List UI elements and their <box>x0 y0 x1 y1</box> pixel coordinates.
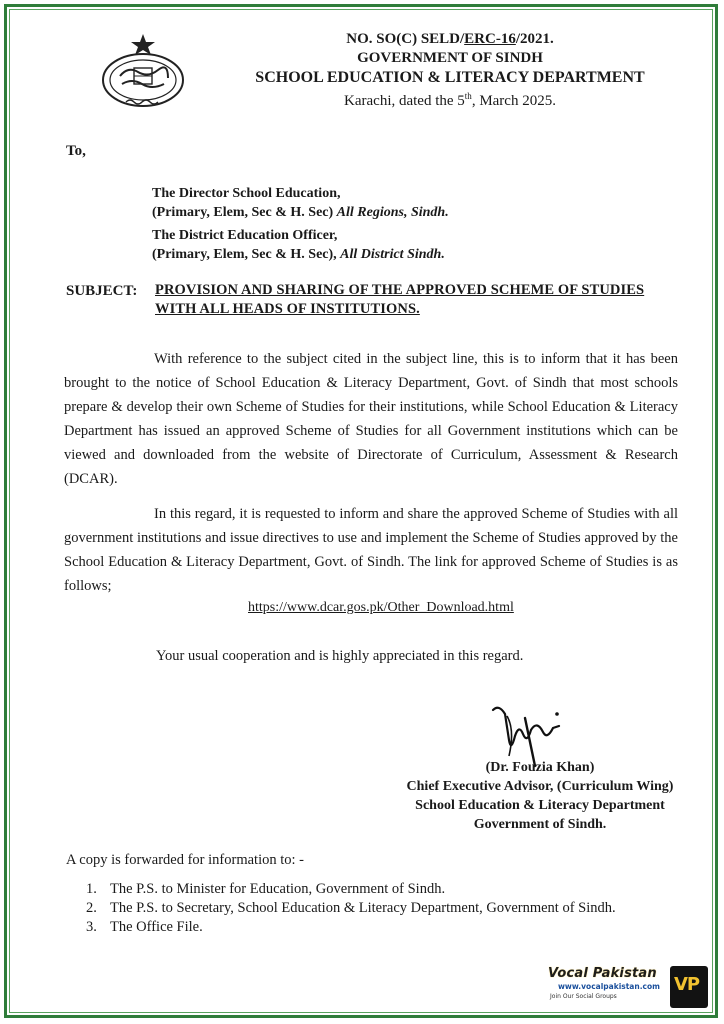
watermark-join-text: Join Our Social Groups <box>550 993 617 1000</box>
scheme-of-studies-link[interactable]: https://www.dcar.gos.pk/Other_Download.html <box>248 600 514 615</box>
body-paragraph-1: With reference to the subject cited in the subject line, this is to inform that it has been brought to the notice of School Education & Literacy Department, Govt. of Sindh that most schools prepare & develop their own Scheme of Studies for their institutions, while School Education & Literacy Department has issued an approved Scheme of Studies for all Government institutions which can be viewed and downloaded from the website of Directorate of Curriculum, Assessment & Research (DCAR). <box>64 351 678 487</box>
letter-header <box>230 30 670 111</box>
signatory-designation: Chief Executive Advisor, (Curriculum Wing) <box>406 779 674 794</box>
reference-number: NO. SO(C) SELD/ERC-16/2021. <box>346 31 554 47</box>
vocal-pakistan-watermark <box>548 966 716 1016</box>
subject-text: PROVISION AND SHARING OF THE APPROVED SCHEME OF STUDIES WITH ALL HEADS OF INSTITUTIONS. <box>155 282 645 317</box>
signatory-block <box>380 758 700 834</box>
copy-recipients-list <box>86 880 616 937</box>
salutation-to: To, <box>66 143 86 159</box>
list-item: 2. The P.S. to Secretary, School Education & Literacy Department, Government of Sindh. <box>86 900 616 916</box>
signatory-department: School Education & Literacy Department <box>415 798 665 813</box>
signatory-government: Government of Sindh. <box>473 817 607 832</box>
signatory-name: (Dr. Fouzia Khan) <box>485 760 595 775</box>
addressee-2: The District Education Officer, (Primary, Elem, Sec & H. Sec), All District Sindh. <box>152 228 445 262</box>
vp-logo-icon: VP <box>670 966 708 1008</box>
cooperation-line: Your usual cooperation and is highly appreciated in this regard. <box>156 648 524 664</box>
copy-forwarded-intro: A copy is forwarded for information to: - <box>66 852 304 868</box>
government-name: GOVERNMENT OF SINDH <box>357 50 543 66</box>
list-item: 1. The P.S. to Minister for Education, Government of Sindh. <box>86 881 446 897</box>
letter-date: Karachi, dated the 5th, March 2025. <box>344 91 556 109</box>
watermark-brand: Vocal Pakistan <box>548 966 657 981</box>
watermark-site: www.vocalpakistan.com <box>558 982 660 991</box>
addressee-1: The Director School Education, (Primary, Elem, Sec & H. Sec) All Regions, Sindh. <box>152 186 449 220</box>
sindh-government-seal <box>98 32 188 112</box>
reference-code: ERC-16 <box>464 31 516 47</box>
list-item: 3. The Office File. <box>86 919 203 935</box>
body-paragraph-2: In this regard, it is requested to inform and share the approved Scheme of Studies with all government institutions and issue directives to use and implement the Scheme of Studies approved by the School Education & Literacy Department, Govt. of Sindh. The link for approved Scheme of Studies is as follows; <box>64 506 678 594</box>
department-name: SCHOOL EDUCATION & LITERACY DEPARTMENT <box>255 69 645 86</box>
subject-label: SUBJECT: <box>66 283 138 299</box>
